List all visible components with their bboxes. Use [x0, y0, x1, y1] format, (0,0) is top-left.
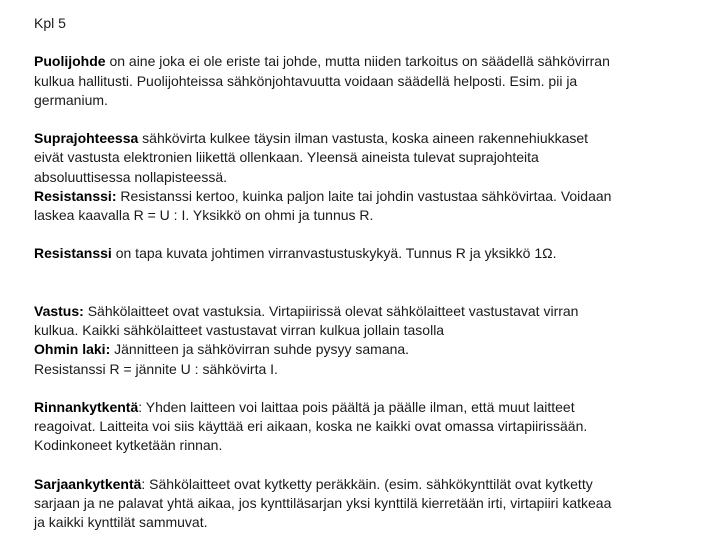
- text-line: eivät vastusta elektronien liikettä ollenkaan. Yleensä aineista tulevat suprajohteita: [34, 149, 539, 166]
- page-heading: Kpl 5: [34, 15, 66, 31]
- paragraph-vastus: [34, 302, 704, 340]
- paragraph-sarjaankytkenta: [34, 475, 704, 533]
- paragraph-ohmin-laki: [34, 340, 704, 378]
- term-puolijohde: Puolijohde: [34, 53, 106, 70]
- spacer: [34, 379, 704, 398]
- text-line: sarjaan ja ne palavat yhtä aikaa, jos kynttiläsarjan yksi kynttilä kierretään irti, virtapiiri katkeaa: [34, 494, 612, 511]
- spacer: [34, 225, 704, 244]
- text-line: Resistanssi R = jännite U : sähkövirta I.: [34, 360, 278, 377]
- paragraph-suprajohteessa: [34, 129, 704, 187]
- text-span: Jännitteen ja sähkövirran suhde pysyy samana.: [110, 341, 410, 358]
- text-span: sähkövirta kulkee täysin ilman vastusta, koska aineen rakennehiukkaset: [138, 130, 589, 147]
- spacer: [34, 264, 704, 302]
- text-line: Kodinkoneet kytketään rinnan.: [34, 437, 223, 454]
- text-line: ja kaikki kynttilät sammuvat.: [34, 514, 208, 531]
- text-line: [34, 129, 704, 148]
- text-line: absoluuttisessa nollapisteessä.: [34, 168, 228, 185]
- text-span: Sähkölaitteet ovat vastuksia. Virtapiirissä olevat sähkölaitteet vastustavat virran: [83, 302, 579, 319]
- paragraph-resistanssi-description: [34, 244, 704, 263]
- text-span: : Yhden laitteen voi laittaa pois päältä ja päälle ilman, että muut laitteet: [138, 398, 575, 415]
- paragraph-rinnankytkenta: [34, 398, 704, 456]
- spacer: [34, 456, 704, 475]
- text-line: reagoivat. Laitteita voi siis käyttää eri aikaan, koska ne kaikki ovat omassa virtapiirissään.: [34, 418, 588, 435]
- document-page: [34, 14, 704, 532]
- text-span: : Sähkölaitteet ovat kytketty peräkkäin. (esim. sähkökynttilät ovat kytketty: [141, 475, 593, 492]
- term-resistanssi: Resistanssi:: [34, 187, 117, 204]
- text-line: germanium.: [34, 91, 108, 108]
- text-span: Resistanssi kertoo, kuinka paljon laite tai johdin vastustaa sähkövirtaa. Voidaan: [116, 187, 612, 204]
- text-line: [34, 340, 704, 359]
- text-line: kulkua hallitusti. Puolijohteissa sähkönjohtavuutta voidaan säädellä helposti. Esim. pii ja: [34, 72, 578, 89]
- paragraph-resistanssi-definition: [34, 187, 704, 225]
- term-rinnankytkenta: Rinnankytkentä: [34, 398, 139, 415]
- spacer: [34, 33, 704, 52]
- text-line: [34, 244, 704, 263]
- text-line: [34, 398, 704, 417]
- term-ohmin-laki: Ohmin laki:: [34, 341, 111, 358]
- text-line: [34, 475, 704, 494]
- term-suprajohteessa: Suprajohteessa: [34, 130, 139, 147]
- text-line: [34, 187, 704, 206]
- text-span: on aine joka ei ole eriste tai johde, mutta niiden tarkoitus on säädellä sähkövirran: [105, 53, 610, 70]
- paragraph-puolijohde: [34, 52, 704, 110]
- text-line: laskea kaavalla R = U : I. Yksikkö on ohmi ja tunnus R.: [34, 207, 374, 223]
- text-line: kulkua. Kaikki sähkölaitteet vastustavat virran kulkua jollain tasolla: [34, 322, 445, 339]
- spacer: [34, 110, 704, 129]
- text-span: on tapa kuvata johtimen virranvastustuskykyä. Tunnus R ja yksikkö 1Ω.: [111, 245, 557, 262]
- term-vastus: Vastus:: [34, 302, 84, 319]
- term-sarjaankytkenta: Sarjaankytkentä: [34, 475, 142, 492]
- term-resistanssi: Resistanssi: [34, 245, 112, 262]
- text-line: [34, 302, 704, 321]
- text-line: [34, 52, 704, 71]
